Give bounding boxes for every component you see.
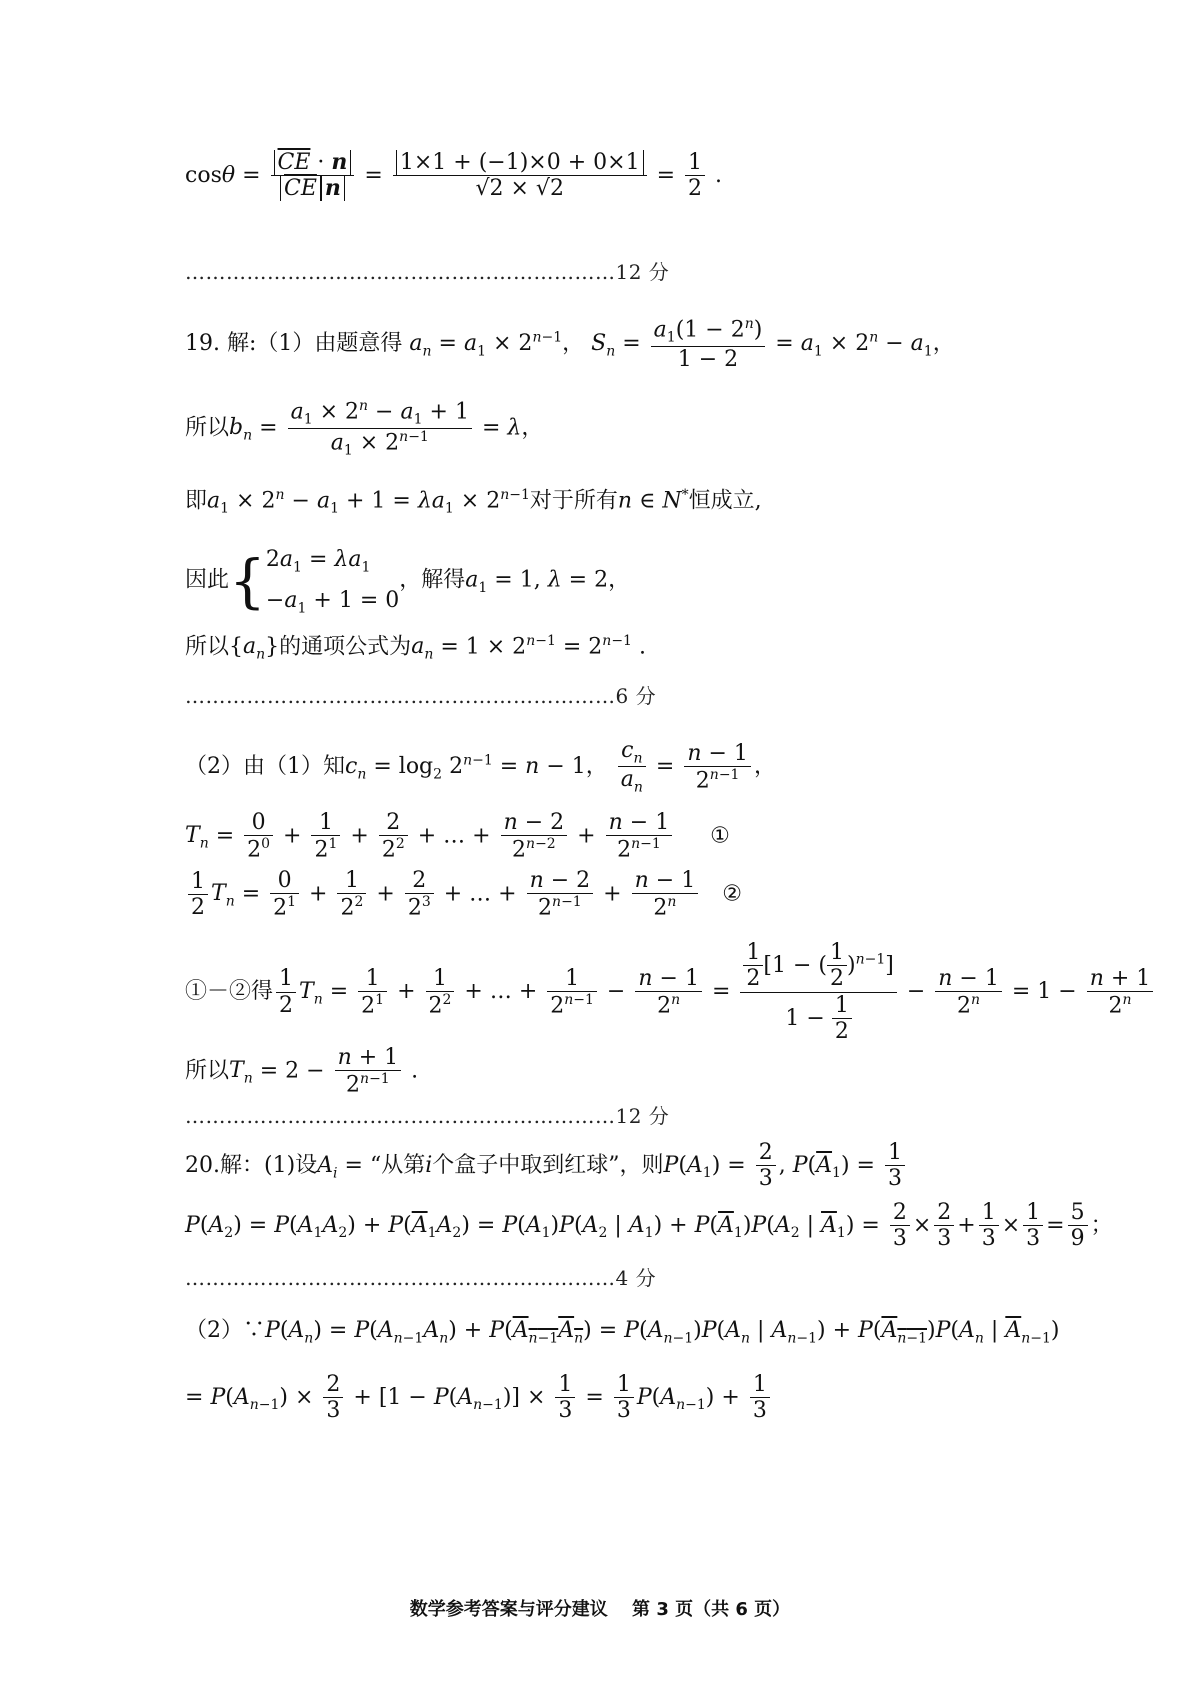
q19-line-system: 因此{$2a_1 = \lambda a_1$ $-a_1 + 1 = 0$，解得$a_1 = 1$, λ = 2， (185, 546, 631, 616)
score-line-12-b: ………………………………………………………12 分 (185, 1104, 670, 1128)
cos-theta-equation: cosθ = $\frac{\overline{CE} \cdot n}{\overline{CE} n}$ = $\frac{1\times 1 + (-1)\times 0 + 0\times 1}{√2 \times √2}$ = $\frac{1}{2}$ . (185, 149, 722, 202)
score-line-6: ………………………………………………………6 分 (185, 684, 657, 708)
q20-part2-line-2: = $P(A_{n-1})$ × $\frac{2}{3}$ + $[1 - P(A_{n-1})]$ × $\frac{1}{3}$ = $\frac{1}{3}$ $P(A_{n-1})$ + $\frac{1}{3}$ (185, 1372, 773, 1424)
q19-line-b: 所以$b_n$ = $\frac{a_1 \times 2^n - a_1 + 1}{a_1 \times 2^{n-1}}$ = λ， (185, 398, 544, 459)
q20-line-1: 20.解：(1)设$A_i$ = “从第i个盒子中取到红球”，则$P(A_1)$ = $\frac{2}{3}$ , $P(\overline{A}_1)$ = $\frac{1}{3}$ (185, 1140, 908, 1192)
score-line-12-a: ………………………………………………………12 分 (185, 260, 670, 284)
q20-line-2: $P(A_2) = P(A_1A_2) + P(\overline{A}_1A_2) = P(A_1)P(A_2$ | $A_1) + P(\overline{A}_1)P(A_2$ | $\overline{A}_1$) = $\frac{2}{3}$ × $\frac{2}{3}$ + $\frac{1}{3}$ × $\frac{1}{3}$ = $\frac{5}{9}$ ； (185, 1200, 1113, 1252)
q19-line-1: 19. 解:（1）由题意得 $a_n = a_1 \times 2^{n-1}$， $S_n$ = $\frac{a_1(1 - 2^n)}{1 - 2}$ = $a_1 \times 2^n - a_1$， (185, 316, 955, 372)
q19-halfTn-line: $\frac{1}{2}$ $T_n$ = $\frac{0}{2^1}$ + $\frac{1}{2^2}$ + $\frac{2}{2^3}$ + … + $\frac{n - 2}{2^{n-1}}$ + $\frac{n - 1}{2^n}$ ② (185, 868, 742, 921)
q19-line-general: 所以$\{a_n\}$的通项公式为$a_n = 1 \times 2^{n-1} = 2^{n-1}$ . (185, 633, 646, 663)
q19-Tn-line: $T_n$ = $\frac{0}{2^0}$ + $\frac{1}{2^1}$ + $\frac{2}{2^2}$ + … + $\frac{n - 2}{2^{n-2}}$ + $\frac{n - 1}{2^{n-1}}$ ① (185, 810, 730, 863)
q19-result-line: 所以$T_n = 2$ − $\frac{n + 1}{2^{n-1}}$ . (185, 1045, 419, 1098)
q20-part2-line-1: $(2)\because P(A_n) = P(A_{n-1}A_n) + P(A_{n-1}A_n) = P(A_{n-1})P(A_n$ | $A_{n-1}) + P(A_{n-1})P(A_n$ | $\overline{A}_{n-1}$) (185, 1318, 1060, 1347)
q19-subtract-line: ①－②得 $\frac{1}{2}$ $T_n$ = $\frac{1}{2^1}$ + $\frac{1}{2^2}$ + … + $\frac{1}{2^{n-1}}$ − $\frac{n - 1}{2^n}$ = $\frac{1}{2}$ [1 − ( $\frac{1}{2}$ )$^{n-1}$] 1 − $\frac{1}{2}$ − $\frac{n - 1}{2^n}$ = 1 − $\frac{n + 1}{2^n}$ (185, 940, 1156, 1044)
score-line-4: ………………………………………………………4 分 (185, 1266, 657, 1290)
q19-part2-line: （2）由（1）知$c_n = \log_2 2^{n-1} = n - 1$， $\frac{c_n}{a_n}$ = $\frac{n - 1}{2^{n-1}}$ ， (185, 738, 776, 796)
page-footer: 数学参考答案与评分建议 第 3 页（共 6 页） (409, 1599, 791, 1620)
q19-line-identity: 即$a_1 \times 2^n - a_1 + 1 = \lambda a_1 \times 2^{n-1}$对于所有n ∈ N*恒成立, (185, 487, 762, 517)
